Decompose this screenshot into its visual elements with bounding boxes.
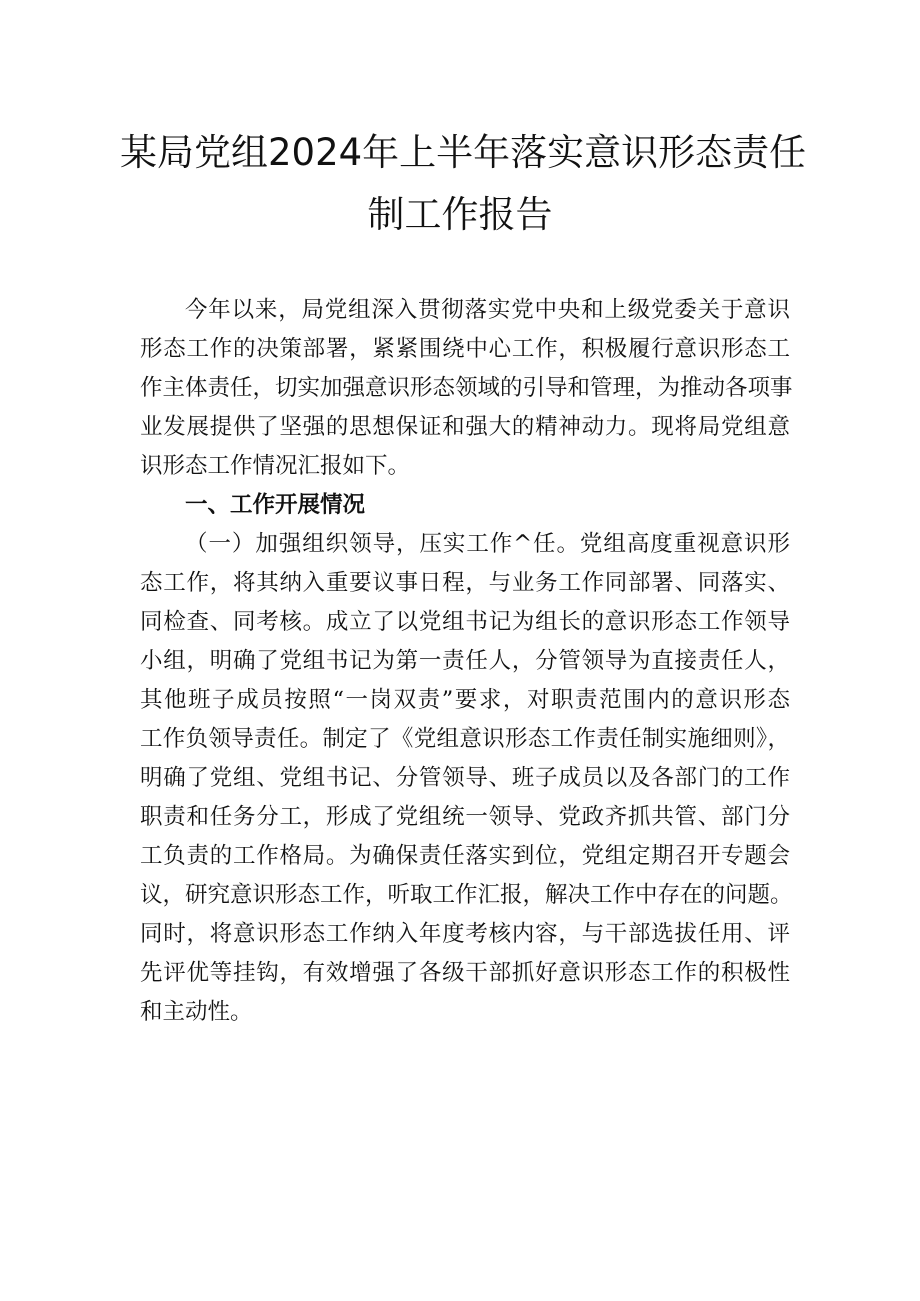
text-line: 议，研究意识形态工作，听取工作汇报，解决工作中存在的问题。 [140,882,793,908]
text-line: 同检查、同考核。成立了以党组书记为组长的意识形态工作领导 [140,609,790,635]
title-line: 制工作报告 [367,193,553,236]
text-line: 小组，明确了党组书记为第一责任人，分管领导为直接责任人， [140,648,790,674]
text-line: 形态工作的决策部署，紧紧围绕中心工作，积极履行意识形态工 [140,336,790,362]
section-heading: 一、工作开展情况 [185,492,366,518]
document-body [140,291,793,1032]
text-line: 今年以来，局党组深入贯彻落实党中央和上级党委关于意识 [185,297,790,323]
section1-paragraph [140,525,793,1032]
text-line: 态工作，将其纳入重要议事日程，与业务工作同部署、同落实、 [140,570,790,596]
text-line: 和主动性。 [140,999,253,1025]
text-line: 工负责的工作格局。为确保责任落实到位，党组定期召开专题会 [140,843,790,869]
text-line: 业发展提供了坚强的思想保证和强大的精神动力。现将局党组意 [140,414,790,440]
text-line: 其他班子成员按照“一岗双责”要求，对职责范围内的意识形态 [140,687,790,713]
text-line: 职责和任务分工，形成了党组统一领导、党政齐抓共管、部门分 [140,804,790,830]
text-line: 工作负领导责任。制定了《党组意识形态工作责任制实施细则》， [140,726,790,752]
text-line: 作主体责任，切实加强意识形态领域的引导和管理，为推动各项事 [140,375,793,401]
text-line: 识形态工作情况汇报如下。 [140,453,411,479]
title-line: 某局党组2024年上半年落实意识形态责任 [120,131,807,174]
text-line: 同时，将意识形态工作纳入年度考核内容，与干部选拔任用、评 [140,921,790,947]
text-line: 先评优等挂钩，有效增强了各级干部抓好意识形态工作的积极性 [140,960,790,986]
intro-paragraph [140,291,793,486]
text-line: 明确了党组、党组书记、分管领导、班子成员以及各部门的工作 [140,765,790,791]
document-title [120,122,807,246]
text-line: （一）加强组织领导，压实工作^任。党组高度重视意识形 [185,531,790,557]
